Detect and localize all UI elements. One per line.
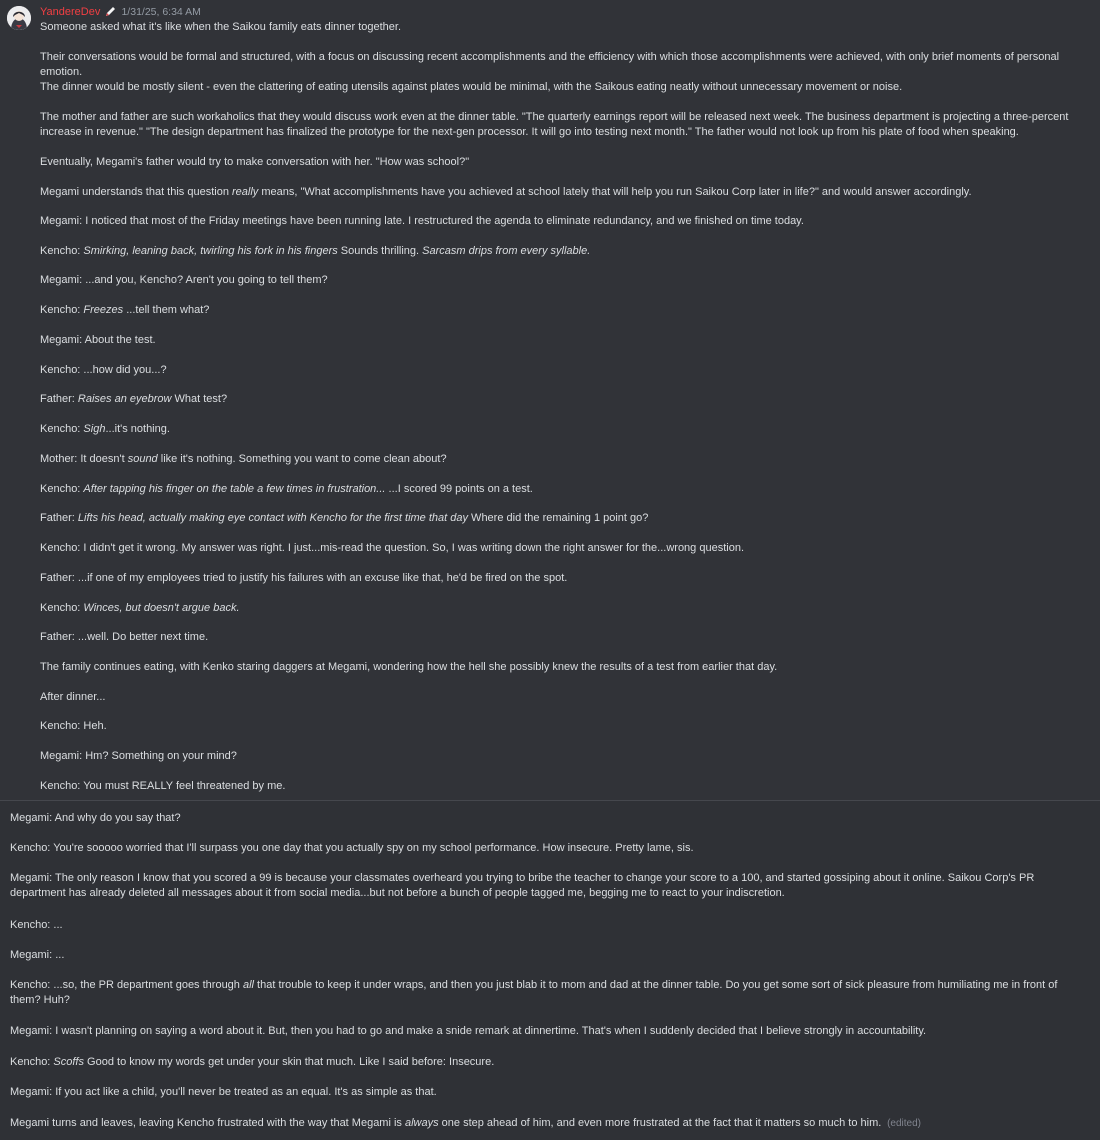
- text-span: ...I scored 99 points on a test.: [385, 483, 533, 495]
- message-paragraph: [40, 20, 1088, 35]
- text-span: Megami: About the test.: [40, 334, 156, 346]
- italic-text: Sarcasm drips from every syllable.: [422, 245, 591, 257]
- message-paragraph: [40, 630, 1088, 645]
- text-span: Megami understands that this question: [40, 186, 233, 198]
- message-paragraph: [40, 571, 1088, 586]
- text-span: Megami: The only reason I know that you scored a 99 is because your classmates overheard you trying to bribe the teacher to change your score to a 100, and started gossiping about it online. Saikou Corp's PR department has already deleted all messages about it from social media...but not before a bunch of people tagged me, begging me to react to your indiscretion.: [10, 872, 1038, 899]
- text-span: Megami: I noticed that most of the Friday meetings have been running late. I restructured the agenda to eliminate redundancy, and we finished on time today.: [40, 215, 804, 227]
- text-span: What test?: [171, 393, 228, 405]
- text-span: Kencho: You're sooooo worried that I'll surpass you one day that you actually spy on my school performance. How insecure. Pretty lame, sis.: [10, 842, 694, 854]
- text-span: like it's nothing. Something you want to come clean about?: [157, 453, 447, 465]
- italic-text: Scoffs: [53, 1056, 84, 1068]
- text-span: Where did the remaining 1 point go?: [468, 512, 649, 524]
- message-paragraph: [10, 1085, 1078, 1100]
- edited-label: (edited): [884, 1118, 921, 1129]
- message-paragraph: [40, 392, 1088, 407]
- avatar[interactable]: [7, 6, 31, 30]
- text-span: Megami: I wasn't planning on saying a word about it. But, then you had to go and make a snide remark at dinnertime. That's when I suddenly decided that I believe strongly in accountability.: [10, 1025, 927, 1037]
- text-span: Mother: It doesn't: [40, 453, 128, 465]
- text-span: Kencho: I didn't get it wrong. My answer was right. I just...mis-read the question. So, I was writing down the right answer for the...wrong question.: [40, 542, 744, 554]
- text-span: Kencho: ...: [10, 919, 63, 931]
- message-paragraph: [40, 303, 1088, 318]
- message-paragraph: [40, 244, 1088, 259]
- text-span: Father: ...if one of my employees tried to justify his failures with an excuse like that, he'd be fired on the spot.: [40, 572, 568, 584]
- text-span: Kencho: You must REALLY feel threatened by me.: [40, 780, 286, 792]
- message-paragraph: [40, 155, 1088, 170]
- message-paragraph: [40, 511, 1088, 526]
- message-paragraph: [40, 185, 1088, 200]
- text-span: Father: ...well. Do better next time.: [40, 631, 209, 643]
- message-paragraph: [10, 841, 1078, 856]
- text-span: Kencho:: [40, 304, 84, 316]
- message-paragraph: [10, 1024, 1078, 1039]
- username[interactable]: YandereDev: [40, 6, 101, 18]
- text-span: Megami: ...: [10, 949, 65, 961]
- italic-text: always: [404, 1117, 439, 1129]
- text-span: Sounds thrilling.: [337, 245, 423, 257]
- message-paragraph: [10, 978, 1078, 1008]
- message-paragraph: [10, 811, 1078, 826]
- italic-text: Sigh: [83, 423, 106, 435]
- message-paragraph: [40, 660, 1088, 675]
- message-paragraph: [40, 541, 1088, 556]
- message-paragraph: [40, 214, 1088, 229]
- text-span: Kencho: ...how did you...?: [40, 364, 167, 376]
- italic-text: sound: [127, 453, 158, 465]
- italic-text: really: [232, 186, 259, 198]
- italic-text: Lifts his head, actually making eye contact with Kencho for the first time that day: [77, 512, 468, 524]
- text-span: Megami: ...and you, Kencho? Aren't you going to tell them?: [40, 274, 328, 286]
- text-span: Good to know my words get under your skin that much. Like I said before: Insecure.: [84, 1056, 495, 1068]
- italic-text: Raises an eyebrow: [77, 393, 172, 405]
- text-span: The mother and father are such workaholics that they would discuss work even at the dinner table. "The quarterly earnings report will be released next week. The business department is projecting a three-percent increase in revenue." "The design department has finalized the prototype for the next-gen processor. It will go into testing next month." The father would not look up from his plate of food when speaking.: [40, 111, 1072, 138]
- message-paragraph: [40, 80, 1088, 95]
- text-span: ...tell them what?: [123, 304, 210, 316]
- italic-text: Smirking, leaning back, twirling his fork in his fingers: [83, 245, 338, 257]
- message-paragraph: [40, 452, 1088, 467]
- text-span: The family continues eating, with Kenko staring daggers at Megami, wondering how the hell she possibly knew the results of a test from earlier that day.: [40, 661, 778, 673]
- message-paragraph: [40, 749, 1088, 764]
- timestamp[interactable]: 1/31/25, 6:34 AM: [121, 6, 201, 18]
- text-span: one step ahead of him, and even more frustrated at the fact that it matters so much to him.: [438, 1117, 882, 1129]
- text-span: Kencho:: [40, 602, 84, 614]
- text-span: ...it's nothing.: [105, 423, 170, 435]
- message-paragraph: [40, 50, 1088, 79]
- message-paragraph: [40, 363, 1088, 378]
- text-span: means, "What accomplishments have you achieved at school lately that will help you run Saikou Corp later in life?" and would answer accordingly.: [258, 186, 972, 198]
- italic-text: After tapping his finger on the table a few times in frustration...: [83, 483, 386, 495]
- message-paragraph: [10, 918, 1078, 933]
- text-span: Kencho:: [40, 245, 84, 257]
- text-span: Megami turns and leaves, leaving Kencho frustrated with the way that Megami is: [10, 1117, 405, 1129]
- message-paragraph: [10, 1055, 1078, 1070]
- message-paragraph: [40, 779, 1088, 794]
- text-span: Their conversations would be formal and structured, with a focus on discussing recent accomplishments and the efficiency with which those accomplishments were achieved, with only brief moments of personal emotion.: [40, 51, 1063, 78]
- message-paragraph: [40, 422, 1088, 437]
- text-span: Father:: [40, 393, 78, 405]
- message-paragraph: [40, 690, 1088, 705]
- italic-text: Winces, but doesn't argue back.: [83, 602, 240, 614]
- italic-text: Freezes: [83, 304, 124, 316]
- text-span: Eventually, Megami's father would try to make conversation with her. "How was school?": [40, 156, 470, 168]
- message-paragraph: [10, 948, 1078, 963]
- pencil-badge-icon: [105, 6, 116, 21]
- text-span: The dinner would be mostly silent - even the clattering of eating utensils against plates would be minimal, with the Saikous eating neatly without unnecessary movement or noise.: [40, 81, 903, 93]
- message-content-continued: [0, 801, 1100, 1140]
- text-span: Megami: And why do you say that?: [10, 812, 181, 824]
- text-span: Kencho: Heh.: [40, 720, 107, 732]
- message-paragraph: [40, 719, 1088, 734]
- text-span: Father:: [40, 512, 78, 524]
- text-span: Kencho:: [40, 483, 84, 495]
- italic-text: all: [242, 979, 254, 991]
- text-span: that trouble to keep it under wraps, and then you just blab it to mom and dad at the dinner table. Do you get some sort of sick pleasure from humiliating me in front of them? Huh?: [10, 979, 1061, 1006]
- text-span: Megami: If you act like a child, you'll never be treated as an equal. It's as simple as that.: [10, 1086, 437, 1098]
- message-paragraph: [40, 482, 1088, 497]
- message-header: [40, 5, 201, 19]
- message-paragraph: [10, 1116, 1078, 1131]
- text-span: Kencho:: [40, 423, 84, 435]
- text-span: Megami: Hm? Something on your mind?: [40, 750, 237, 762]
- message-paragraph: [40, 110, 1088, 139]
- message-paragraph: [40, 333, 1088, 348]
- text-span: Kencho: ...so, the PR department goes through: [10, 979, 243, 991]
- text-span: Kencho:: [10, 1056, 54, 1068]
- message-paragraph: [40, 273, 1088, 288]
- text-span: After dinner...: [40, 691, 106, 703]
- text-span: Someone asked what it's like when the Saikou family eats dinner together.: [40, 21, 402, 33]
- message-paragraph: [10, 871, 1078, 901]
- message-paragraph: [40, 601, 1088, 616]
